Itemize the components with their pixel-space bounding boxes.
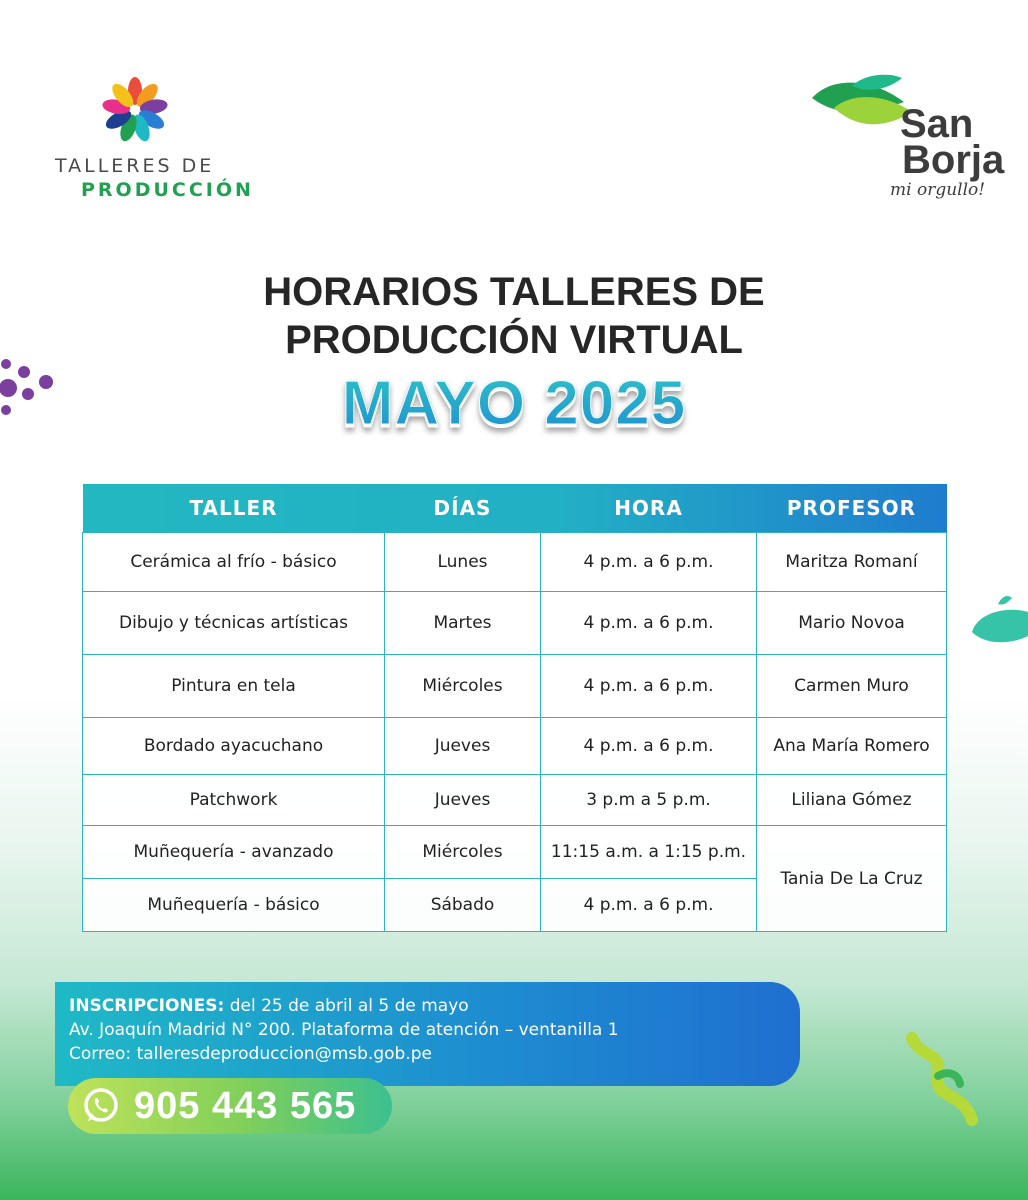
cell-hora: 4 p.m. a 6 p.m. [541,655,757,718]
table-row [83,775,947,826]
table-header-row [83,484,947,533]
cell-profesor: Mario Novoa [757,592,947,655]
page-title [0,268,1028,364]
cell-hora: 11:15 a.m. a 1:15 p.m. [541,826,757,879]
hands-circle-logo-icon [100,75,170,145]
cell-profesor: Tania De La Cruz [757,826,947,932]
header-hora: HORA [614,496,683,520]
phone-number: 905 443 565 [134,1085,357,1127]
cell-profesor: Carmen Muro [757,655,947,718]
cell-hora: 4 p.m. a 6 p.m. [541,592,757,655]
address-line: Av. Joaquín Madrid N° 200. Plataforma de atención – ventanilla 1 [69,1020,619,1040]
inscripciones-value: del 25 de abril al 5 de mayo [224,996,469,1016]
decorative-squiggle [902,1030,982,1130]
schedule-table [82,484,947,932]
month-subtitle [0,369,1028,438]
talleres-logo [55,75,255,205]
inscripciones-line [69,994,469,1018]
san-borja-logo [812,72,1005,212]
phone-pill[interactable] [68,1078,392,1134]
cell-dias: Miércoles [385,655,541,718]
title-line1: HORARIOS TALLERES DE [263,270,765,314]
email-line[interactable]: Correo: talleresdeproduccion@msb.gob.pe [69,1044,432,1064]
cell-hora: 4 p.m. a 6 p.m. [541,718,757,775]
cell-taller: Muñequería - básico [83,879,385,932]
title-line2: PRODUCCIÓN VIRTUAL [285,318,743,362]
cell-taller: Cerámica al frío - básico [83,533,385,592]
table-row [83,718,947,775]
header-profesor: PROFESOR [786,496,917,520]
cell-taller: Pintura en tela [83,655,385,718]
whatsapp-icon [82,1087,120,1125]
table-row [83,826,947,879]
cell-hora: 4 p.m. a 6 p.m. [541,879,757,932]
cell-taller: Patchwork [83,775,385,826]
cell-profesor: Liliana Gómez [757,775,947,826]
brand-tagline: mi orgullo! [890,180,986,200]
table-row [83,533,947,592]
cell-dias: Jueves [385,775,541,826]
logo-text-line2: PRODUCCIÓN [81,179,254,201]
month-subtitle-text: MAYO 2025 [341,369,687,438]
cell-dias: Lunes [385,533,541,592]
cell-dias: Sábado [385,879,541,932]
decorative-leaf-teal [968,592,1028,652]
header-dias: DÍAS [433,496,492,520]
brand-line2: Borja [902,138,1005,182]
info-band [55,982,800,1086]
cell-dias: Miércoles [385,826,541,879]
inscripciones-label: INSCRIPCIONES: [69,996,225,1016]
cell-hora: 3 p.m a 5 p.m. [541,775,757,826]
table-row [83,592,947,655]
cell-profesor: Ana María Romero [757,718,947,775]
cell-hora: 4 p.m. a 6 p.m. [541,533,757,592]
cell-dias: Jueves [385,718,541,775]
table-row [83,655,947,718]
cell-taller: Muñequería - avanzado [83,826,385,879]
cell-taller: Dibujo y técnicas artísticas [83,592,385,655]
cell-dias: Martes [385,592,541,655]
logo-text-line1: TALLERES DE [55,155,215,177]
cell-profesor: Maritza Romaní [757,533,947,592]
cell-taller: Bordado ayacuchano [83,718,385,775]
brand-line1: San [900,102,974,146]
header-taller: TALLER [189,496,278,520]
